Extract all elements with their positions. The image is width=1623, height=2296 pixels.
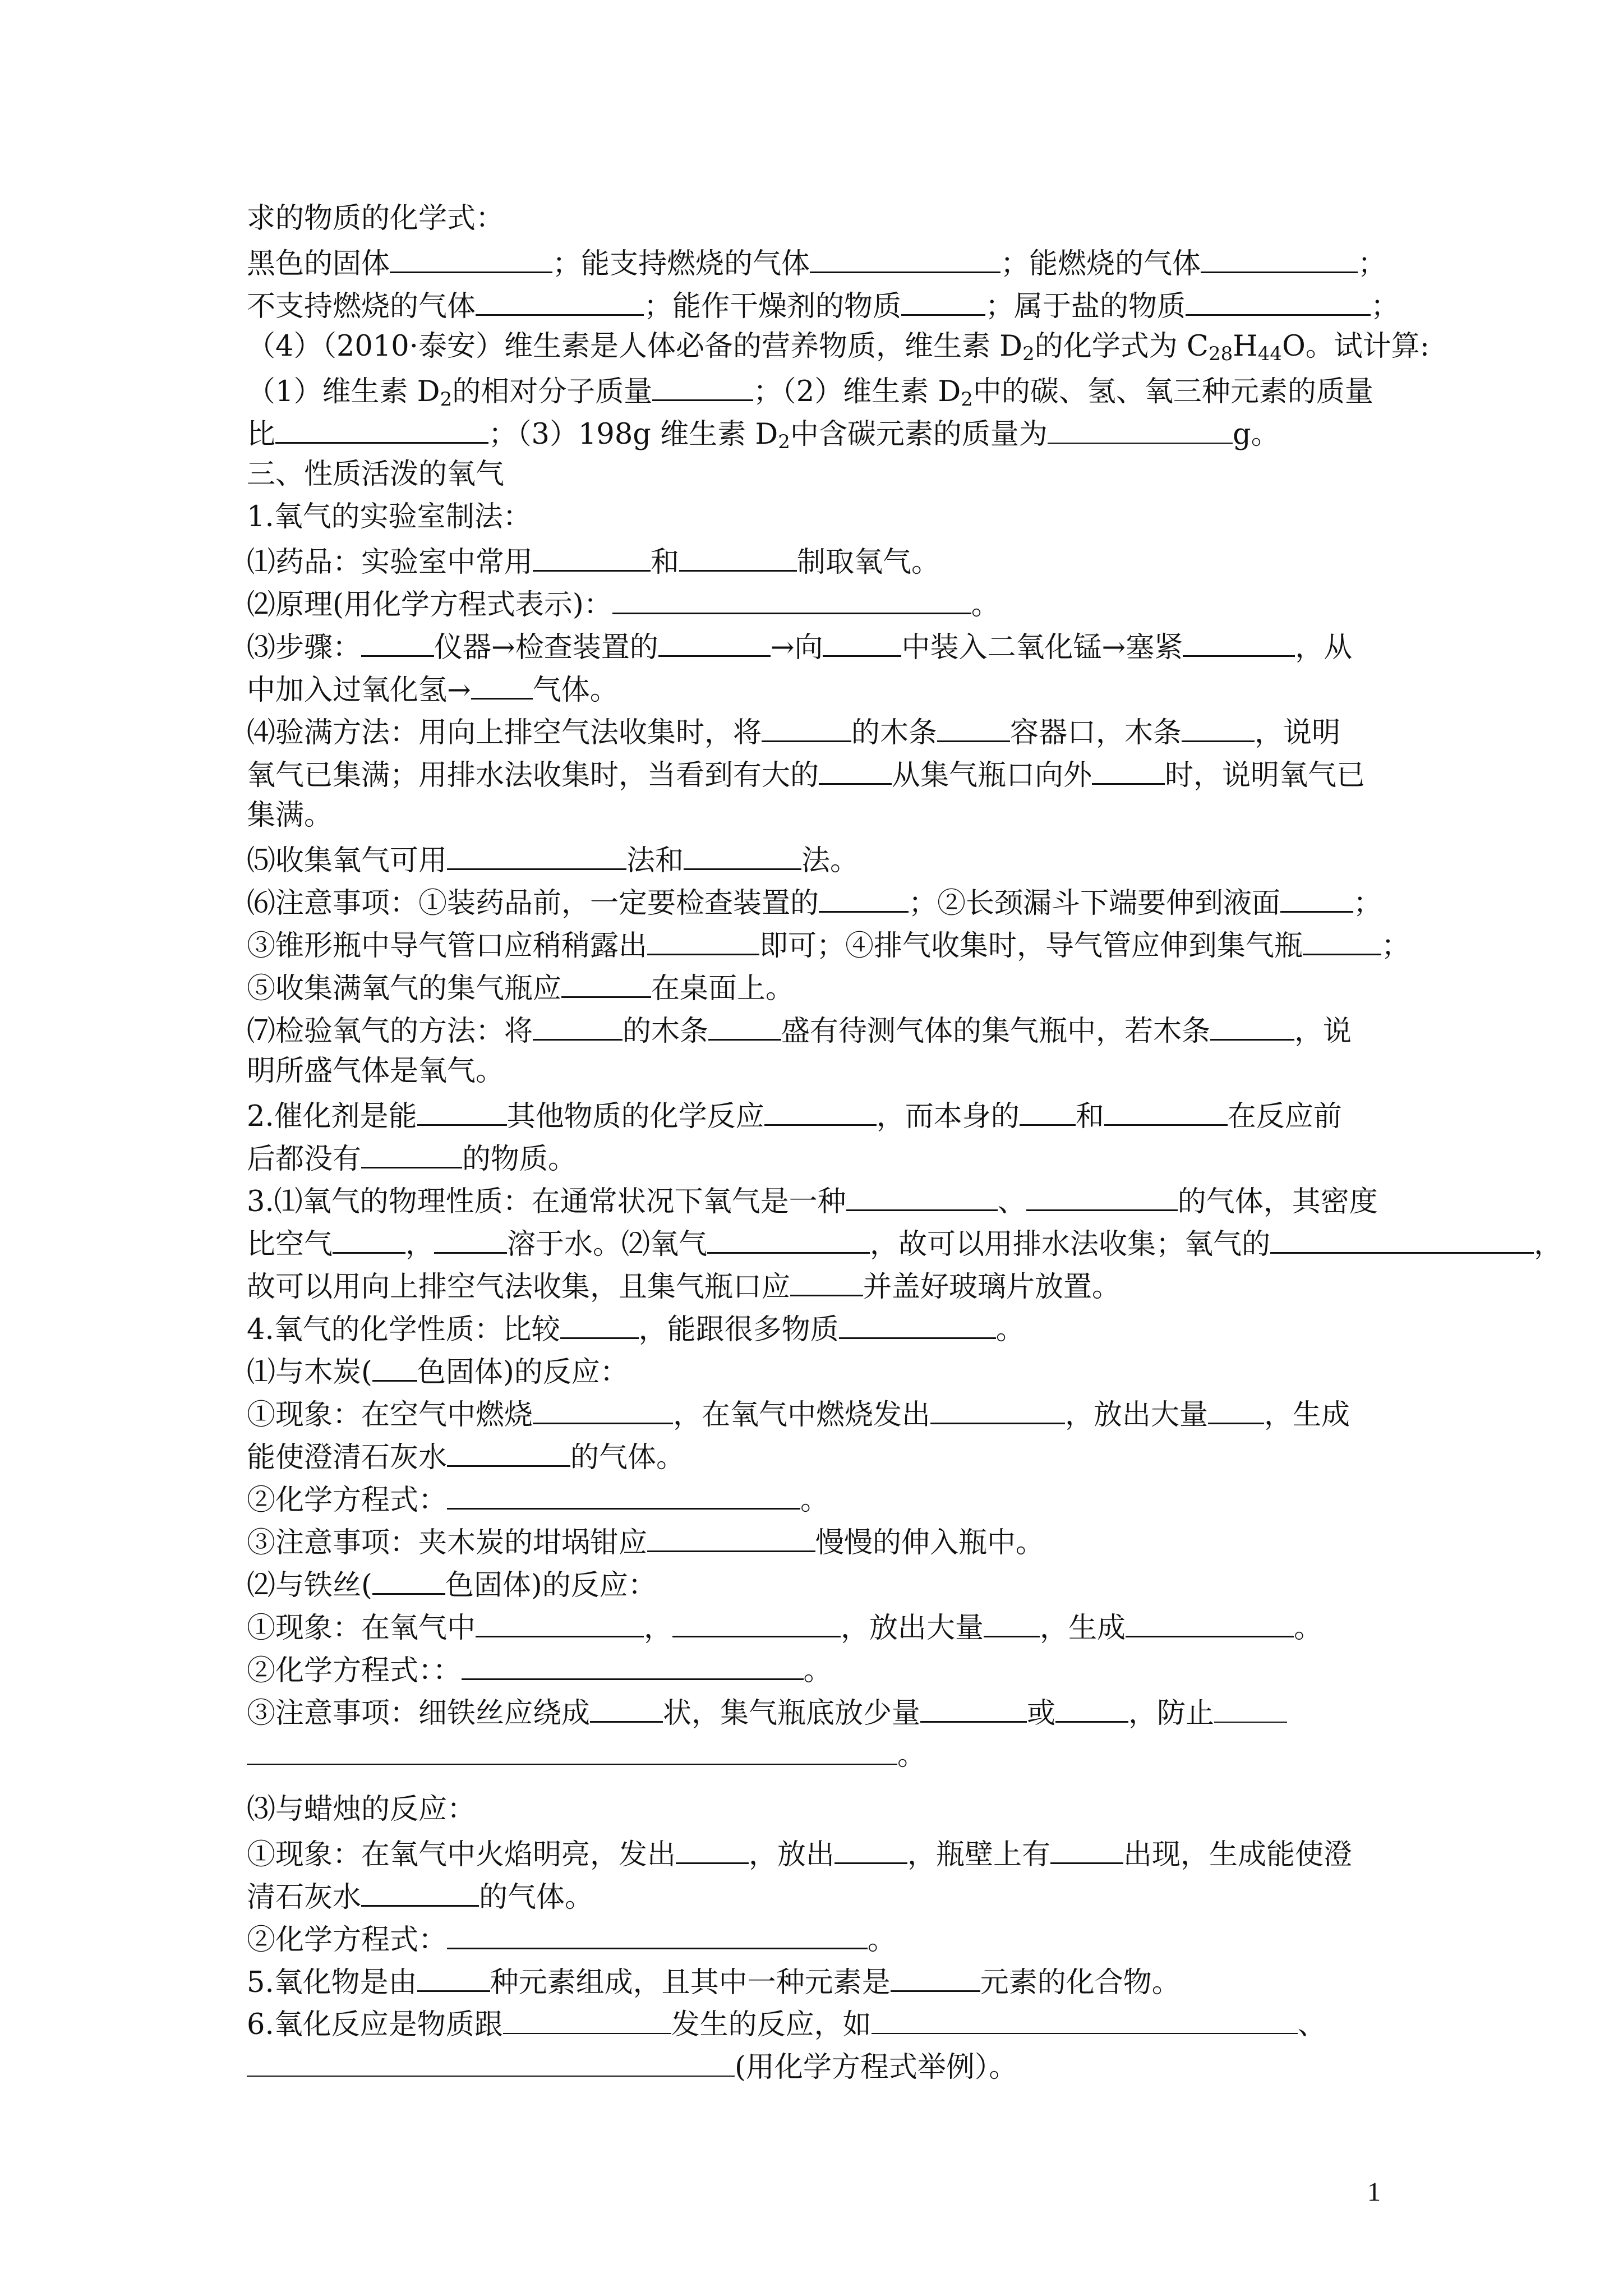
text-line: ⑴药品：实验室中常用 和 制取氧气。 (247, 539, 1604, 581)
answer-blank[interactable] (247, 1732, 897, 1765)
text-line: ①现象：在氧气中火焰明亮，发出 ，放出 ，瓶壁上有 出现，生成能使澄 (247, 1831, 1604, 1874)
answer-blank[interactable] (417, 1093, 507, 1126)
text-line: ⑵原理(用化学方程式表示)： 。 (247, 581, 1604, 624)
answer-blank[interactable] (762, 709, 851, 742)
text-line: ⑹注意事项：①装药品前，一定要检查装置的 ；②长颈漏斗下端要伸到液面 ； (247, 880, 1604, 922)
answer-blank[interactable] (533, 539, 651, 572)
text-line: ②化学方程式：： 。 (247, 1647, 1604, 1690)
answer-blank[interactable] (503, 2001, 671, 2034)
answer-blank[interactable] (561, 965, 651, 998)
section-heading: 三、性质活泼的氧气 (247, 458, 505, 491)
answer-blank[interactable] (834, 1831, 907, 1864)
answer-blank[interactable] (901, 283, 985, 316)
answer-blank[interactable] (1210, 1007, 1294, 1041)
answer-blank[interactable] (1280, 880, 1353, 913)
answer-blank[interactable] (333, 1221, 405, 1254)
text-line: ⑺检验氧气的方法：将 的木条 盛有待测气体的集气瓶中，若木条 ，说 (247, 1007, 1604, 1050)
text-line: 比空气 ， 溶于水。⑵氧气 ，故可以用排水法收集；氧气的 ， (247, 1221, 1604, 1263)
answer-blank[interactable] (471, 666, 533, 700)
answer-blank[interactable] (247, 2044, 735, 2077)
text-line: 后都没有 的物质。 (247, 1135, 1604, 1178)
text-line: ③注意事项：夹木炭的坩埚钳应 慢慢的伸入瓶中。 (247, 1519, 1604, 1562)
answer-blank[interactable] (361, 624, 434, 657)
answer-blank[interactable] (810, 240, 1000, 273)
answer-blank[interactable] (1026, 1178, 1178, 1211)
answer-blank[interactable] (846, 1178, 998, 1211)
text-line: ⑤收集满氧气的集气瓶应 在桌面上。 (247, 965, 1604, 1007)
answer-blank[interactable] (447, 1916, 868, 1949)
answer-blank[interactable] (361, 1874, 479, 1907)
answer-blank[interactable] (1183, 624, 1295, 657)
answer-blank[interactable] (1092, 752, 1165, 785)
answer-blank[interactable] (1126, 1604, 1294, 1637)
answer-blank[interactable] (1050, 1831, 1123, 1864)
answer-blank[interactable] (937, 709, 1010, 742)
answer-blank[interactable] (372, 1349, 417, 1382)
answer-blank[interactable] (658, 624, 771, 657)
text-line: 集满。 (247, 799, 333, 832)
answer-blank[interactable] (533, 1391, 673, 1424)
worksheet-body (247, 197, 1604, 2087)
text-line: ⑸收集氧气可用 法和 法。 (247, 837, 1604, 880)
answer-blank[interactable] (819, 880, 909, 913)
text-line: 明所盛气体是氧气。 (247, 1055, 505, 1088)
text-line: ①现象：在氧气中 ， ，放出大量 ，生成 。 (247, 1604, 1604, 1647)
answer-blank[interactable] (476, 1604, 644, 1637)
text-line: ③锥形瓶中导气管口应稍稍露出 即可；④排气收集时，导气管应伸到集气瓶 ； (247, 922, 1604, 965)
text-line: 2.催化剂是能 其他物质的化学反应 ，而本身的 和 在反应前 (247, 1093, 1604, 1135)
page-number: 1 (1367, 2177, 1381, 2207)
answer-blank[interactable] (819, 752, 892, 785)
answer-blank[interactable] (434, 1221, 507, 1254)
text-line: 故可以用向上排空气法收集，且集气瓶口应 并盖好玻璃片放置。 (247, 1263, 1604, 1306)
text-line: 4.氧气的化学性质：比较 ，能跟很多物质 。 (247, 1306, 1604, 1349)
answer-blank[interactable] (1048, 411, 1233, 444)
text-line: ⑶与蜡烛的反应： (247, 1793, 476, 1826)
text-line: （1）维生素 $D_2$的相对分子质量 ；（2）维生素 $D_2$中的碳、氢、氧三种元素的质量 (247, 368, 1604, 411)
text-line: ③注意事项：细铁丝应绕成 状，集气瓶底放少量 或 ，防止 (247, 1690, 1604, 1732)
answer-blank[interactable] (1214, 1690, 1287, 1723)
answer-blank[interactable] (417, 1959, 490, 1992)
answer-blank[interactable] (647, 922, 759, 955)
text-line: 1.氧气的实验室制法： (247, 500, 532, 533)
text-line: 不支持燃烧的气体 ；能作干燥剂的物质 ；属于盐的物质 ； (247, 283, 1604, 325)
answer-blank[interactable] (275, 411, 488, 444)
answer-blank[interactable] (476, 283, 644, 316)
answer-blank[interactable] (560, 1306, 639, 1339)
answer-blank[interactable] (1186, 283, 1371, 316)
text-line: 比 ；（3）198g 维生素 $D_2$中含碳元素的质量为 g。 (247, 411, 1604, 453)
answer-blank[interactable] (679, 539, 797, 572)
text-line: ②化学方程式： 。 (247, 1916, 1604, 1959)
answer-blank[interactable] (652, 368, 753, 401)
answer-blank[interactable] (1055, 1690, 1128, 1723)
answer-blank[interactable] (672, 1604, 841, 1637)
answer-blank[interactable] (533, 1007, 623, 1041)
answer-blank[interactable] (447, 837, 626, 870)
text-line: 能使澄清石灰水 的气体。 (247, 1434, 1604, 1476)
text-line: 3.⑴氧气的物理性质：在通常状况下氧气是一种 、 的气体，其密度 (247, 1178, 1604, 1221)
text-line: ①现象：在空气中燃烧 ，在氧气中燃烧发出 ，放出大量 ，生成 (247, 1391, 1604, 1434)
text-line: (用化学方程式举例）。 (247, 2044, 1604, 2087)
answer-blank[interactable] (764, 1093, 877, 1126)
answer-blank[interactable] (647, 1519, 815, 1552)
text-line: （4）（2010·泰安）维生素是人体必备的营养物质，维生素 $D_2$的化学式为 $C_{28}H_{44}O$。试计算: (247, 330, 1430, 365)
answer-blank[interactable] (372, 1562, 445, 1595)
answer-blank[interactable] (590, 1690, 663, 1723)
answer-blank[interactable] (390, 240, 552, 273)
text-line: 5.氧化物是由 种元素组成，且其中一种元素是 元素的化合物。 (247, 1959, 1604, 2001)
answer-blank[interactable] (839, 1306, 996, 1339)
text-line: 清石灰水 的气体。 (247, 1874, 1604, 1916)
answer-blank[interactable] (612, 581, 971, 614)
text-line: 中加入过氧化氢→ 气体。 (247, 666, 1604, 709)
answer-blank[interactable] (684, 837, 801, 870)
answer-blank[interactable] (930, 1391, 1065, 1424)
answer-blank[interactable] (790, 1263, 863, 1296)
text-line: ⑵与铁丝( 色固体)的反应： (247, 1562, 1604, 1604)
answer-blank[interactable] (984, 1604, 1040, 1637)
text-line: ⑶步骤： 仪器→检查装置的 →向 中装入二氧化锰→塞紧 ，从 (247, 624, 1604, 666)
answer-blank[interactable] (1182, 709, 1255, 742)
answer-blank[interactable] (708, 1007, 781, 1041)
answer-blank[interactable] (676, 1831, 749, 1864)
text-line: 。 (247, 1732, 1604, 1775)
answer-blank[interactable] (1303, 922, 1381, 955)
answer-blank[interactable] (1104, 1093, 1228, 1126)
answer-blank[interactable] (707, 1221, 870, 1254)
text-line: 氧气已集满；用排水法收集时，当看到有大的 从集气瓶口向外 时，说明氧气已 (247, 752, 1604, 794)
answer-blank[interactable] (920, 1690, 1027, 1723)
text-line: ⑷验满方法：用向上排空气法收集时，将 的木条 容器口，木条 ，说明 (247, 709, 1604, 752)
answer-blank[interactable] (1208, 1391, 1264, 1424)
answer-blank[interactable] (447, 1476, 800, 1510)
answer-blank[interactable] (1201, 240, 1358, 273)
text-line: ⑴与木炭( 色固体)的反应： (247, 1349, 1604, 1391)
text-line: ②化学方程式： 。 (247, 1476, 1604, 1519)
answer-blank[interactable] (361, 1135, 462, 1168)
answer-blank[interactable] (447, 1434, 570, 1467)
text-line: 黑色的固体 ；能支持燃烧的气体 ；能燃烧的气体 ； (247, 240, 1604, 283)
answer-blank[interactable] (462, 1647, 804, 1680)
answer-blank[interactable] (891, 1959, 980, 1992)
answer-blank[interactable] (823, 624, 901, 657)
answer-blank[interactable] (1020, 1093, 1076, 1126)
answer-blank[interactable] (872, 2001, 1298, 2034)
text-line: 求的物质的化学式： (247, 202, 505, 235)
answer-blank[interactable] (1270, 1221, 1534, 1254)
text-line: 6.氧化反应是物质跟 发生的反应，如 、 (247, 2001, 1604, 2044)
